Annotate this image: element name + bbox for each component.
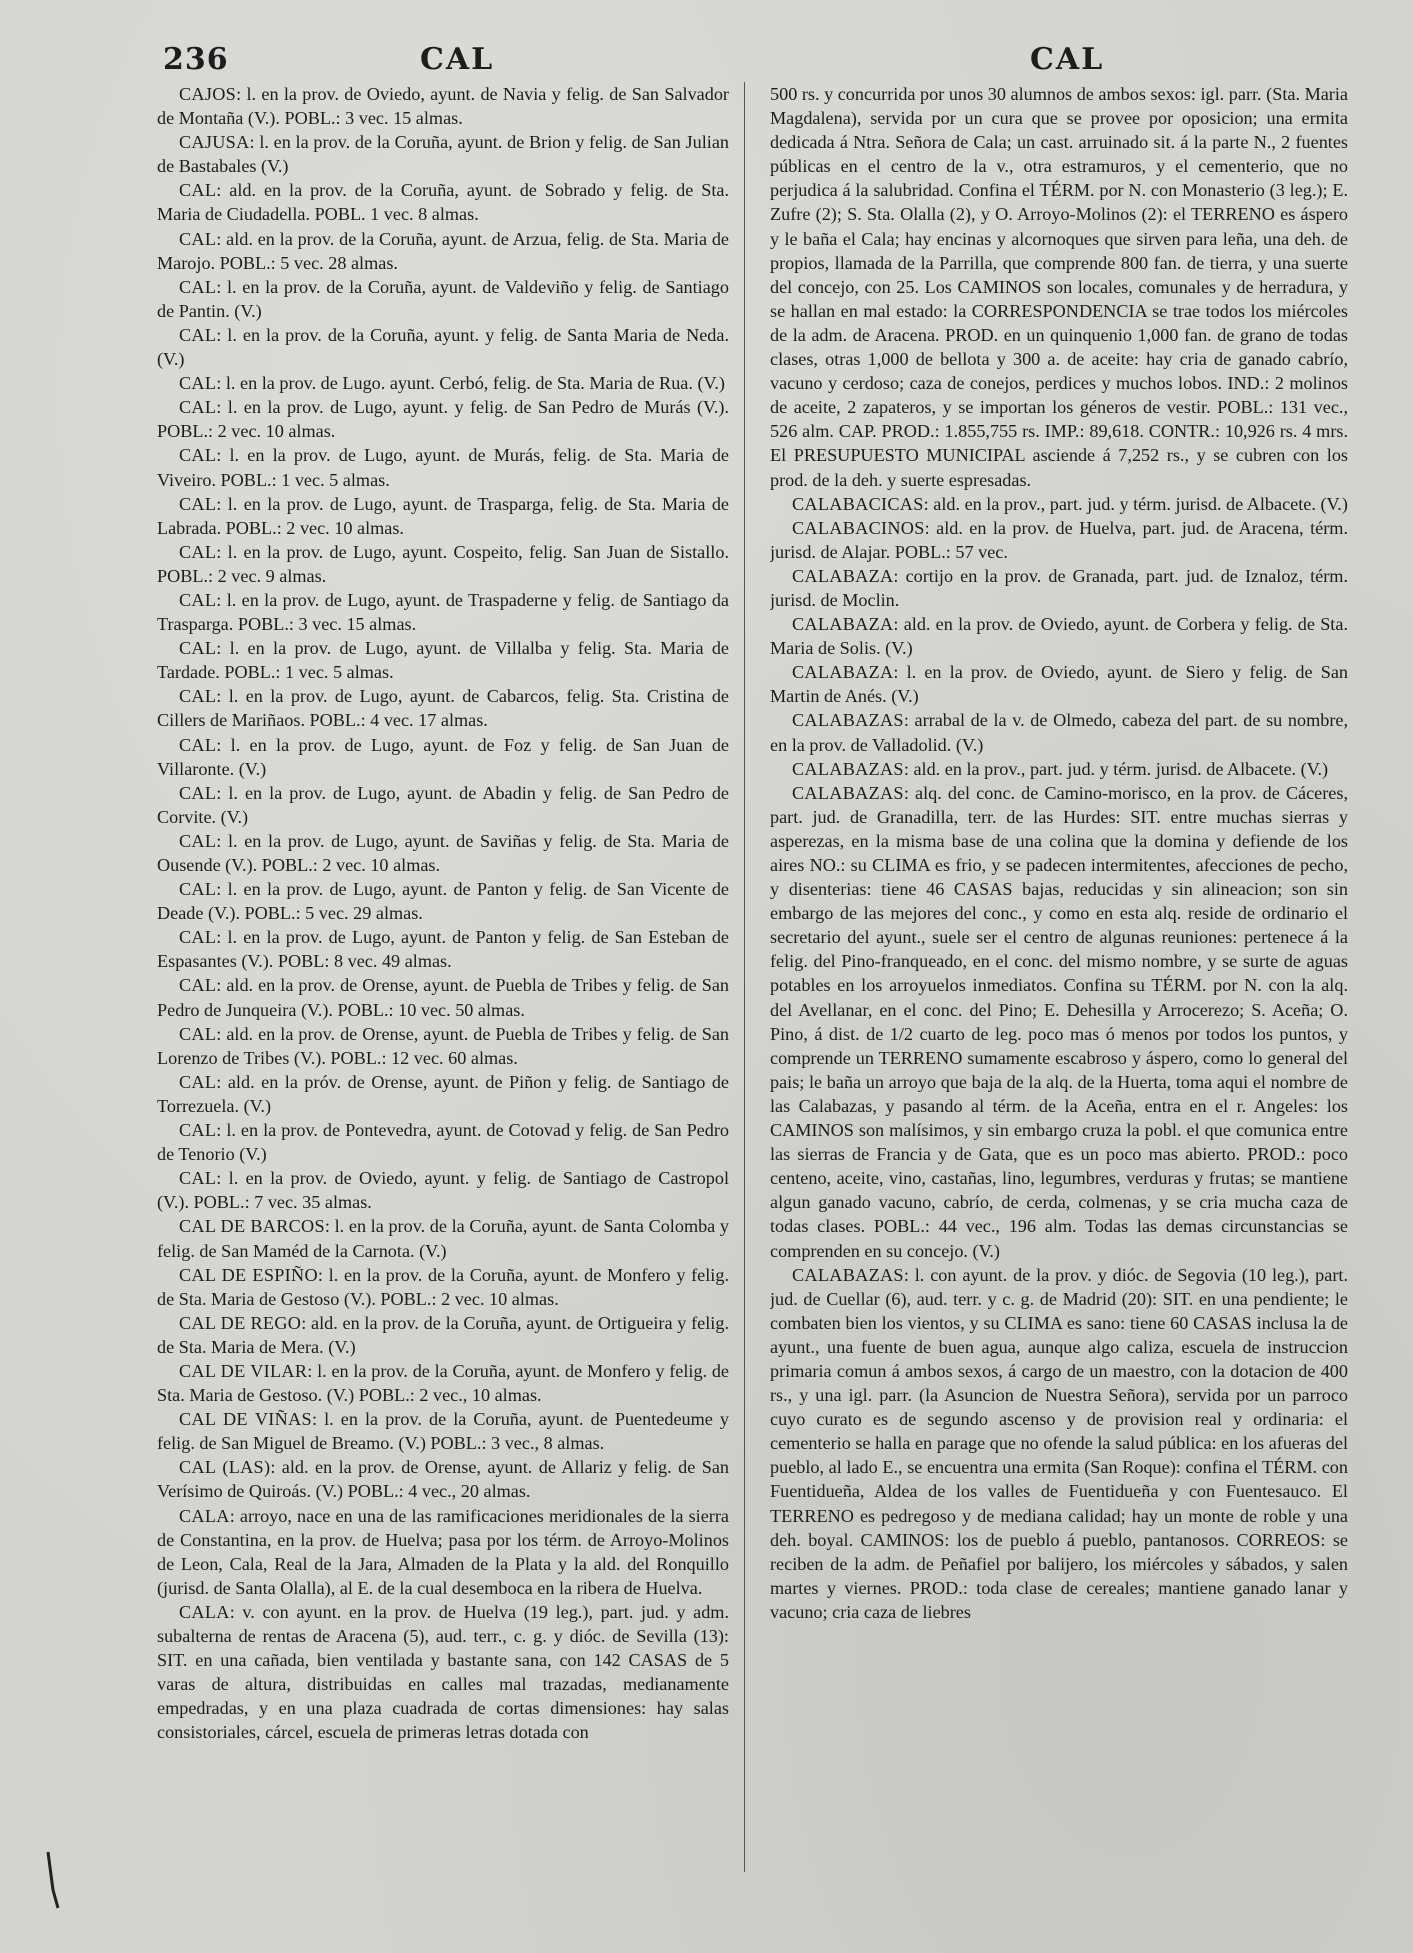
entry-text: : ald. en la prov. de Orense, ayunt. de Puebla de Tribes y felig. de San Lorenzo de Tribes (V.). POBL.: 12 vec. 60 almas. bbox=[157, 1023, 729, 1068]
entry-headword: CAL bbox=[179, 927, 217, 948]
entry-text: : l. en la prov. de Lugo, ayunt. de Villalba y felig. Sta. Maria de Tardade. POBL.: 1 vec. 5 almas. bbox=[157, 638, 729, 683]
dictionary-entry bbox=[770, 564, 1348, 612]
dictionary-entry bbox=[157, 877, 729, 925]
entry-text: : l. en la prov. de Lugo, ayunt. de Panton y felig. de San Esteban de Espasantes (V.). POBL: 8 vec. 49 almas. bbox=[157, 927, 729, 972]
entry-headword: CAL bbox=[179, 445, 217, 466]
entry-text: : l. en la prov. de Oviedo, ayunt. de Navia y felig. de San Salvador de Montaña (V.). POBL.: 3 vec. 15 almas. bbox=[157, 84, 729, 129]
entry-text: : l. en la prov. de la Coruña, ayunt. de Puentedeume y felig. de San Miguel de Breamo. (V.) POBL.: 3 vec., 8 almas. bbox=[157, 1409, 729, 1454]
entry-headword: CAL bbox=[179, 541, 217, 562]
dictionary-entry bbox=[157, 1600, 729, 1745]
entry-text: : ald. en la prov. de Orense, ayunt. de Allariz y felig. de San Verísimo de Quiroás. (V.) POBL.: 4 vec., 20 almas. bbox=[157, 1457, 729, 1502]
entry-headword: CAL bbox=[179, 879, 217, 900]
entry-headword: CAL bbox=[179, 830, 217, 851]
left-column bbox=[157, 82, 729, 1882]
entry-headword: CALABAZA bbox=[792, 565, 894, 586]
entry-text: : l. en la prov. de Lugo, ayunt. de Saviñas y felig. de Sta. Maria de Ousende (V.). POBL.: 2 vec. 10 almas. bbox=[157, 830, 729, 875]
entry-headword: CAL bbox=[179, 1023, 217, 1044]
ink-mark bbox=[45, 1850, 61, 1910]
entry-headword: CAL bbox=[179, 228, 217, 249]
entry-text: : l. en la prov. de Lugo, ayunt. Cospeito, felig. San Juan de Sistallo. POBL.: 2 vec. 9 almas. bbox=[157, 541, 729, 586]
entry-headword: CAL bbox=[179, 782, 217, 803]
dictionary-entry bbox=[157, 178, 729, 226]
entry-text: : l. en la prov. de Lugo, ayunt. de Trasparga, felig. de Sta. Maria de Labrada. POBL.: 2 vec. 10 almas. bbox=[157, 493, 729, 538]
entry-text: : l. en la prov. de Oviedo, ayunt. y felig. de Santiago de Castropol (V.). POBL.: 7 vec. 35 almas. bbox=[157, 1168, 729, 1213]
dictionary-entry bbox=[157, 1022, 729, 1070]
entry-text: : l. en la prov. de Lugo, ayunt. de Cabarcos, felig. Sta. Cristina de Cillers de Mariñaos. POBL.: 4 vec. 17 almas. bbox=[157, 686, 729, 731]
entry-headword: CALABAZAS bbox=[792, 1264, 904, 1285]
dictionary-entry bbox=[770, 781, 1348, 1263]
dictionary-entry bbox=[157, 130, 729, 178]
entry-text: : l. en la prov. de Lugo, ayunt. de Traspaderne y felig. de Santiago da Trasparga. POBL.: 3 vec. 15 almas. bbox=[157, 589, 729, 635]
dictionary-entry bbox=[157, 684, 729, 732]
dictionary-entry bbox=[157, 323, 729, 371]
running-head-right: CAL bbox=[1030, 42, 1105, 77]
entry-text: 500 rs. y concurrida por unos 30 alumnos de ambos sexos: igl. parr. (Sta. Maria Magdalena), servida por un cura que se provee por oposicion; una ermita dedicada á Ntra. Señora de Cala; un cast. arruinado sit. á la parte N., 2 fuentes públicas en el centro de la v., otra estramuros, y el cementerio, que no perjudica á la salubridad. Confina el TÉRM. por N. con Monasterio (3 leg.); E. Zufre (2); S. Sta. Olalla (2), y O. Arroyo-Molinos (2): el TERRENO es áspero y le baña el Cala; hay encinas y alcornoques que sirven para leña, una deh. de propios, llamada de la Parrilla, que comprende 800 fan. de tierra, y una suerte del concejo, con 25. Los CAMINOS son locales, comunales y de herradura, y se hallan en mal estado: la CORRESPONDENCIA se trae todos los miércoles de la adm. de Aracena. PROD. en un quinquenio 1,000 fan. de grano de todas clases, otras 1,000 de bellota y 300 a. de aceite: hay cria de ganado cabrío, vacuno y cerdoso; caza de conejos, perdices y muchos lobos. IND.: 2 molinos de aceite, 2 zapateros, y se importan los géneros de vestir. POBL.: 131 vec., 526 alm. CAP. PROD.: 1.855,755 rs. IMP.: 89,618. CONTR.: 10,926 rs. 4 mrs. El PRESUPUESTO MUNICIPAL asciende á 7,252 rs., y se cubren con los prod. de la deh. y suerte espresadas. bbox=[770, 84, 1348, 490]
dictionary-entry bbox=[157, 82, 729, 130]
entry-text: : l. en la prov. de la Coruña, ayunt. de Brion y felig. de San Julian de Bastabales (V.) bbox=[157, 132, 729, 177]
dictionary-entry bbox=[157, 1504, 729, 1600]
dictionary-entry bbox=[770, 708, 1348, 756]
dictionary-entry bbox=[157, 973, 729, 1021]
entry-headword: CALA bbox=[179, 1505, 230, 1526]
dictionary-entry bbox=[157, 829, 729, 877]
entry-text: : v. con ayunt. en la prov. de Huelva (19 leg.), part. jud. y adm. subalterna de rentas de Aracena (5), aud. terr., c. g. y dióc. de Sevilla (13): SIT. en una cañada, bien ventilada y bastante sana, con 142 CASAS de 5 varas de altura, distribuidas en calles mal trazadas, medianamente empedradas, y en una plaza cuadrada de cortas dimensiones: hay salas consistoriales, cárcel, escuela de primeras letras dotada con bbox=[157, 1601, 729, 1743]
page-header bbox=[0, 42, 1413, 82]
entry-text: : l. en la prov. de la Coruña, ayunt. de Monfero y felig. de Sta. Maria de Gestoso (V.). POBL.: 2 vec. 10 almas. bbox=[157, 1264, 729, 1309]
dictionary-entry bbox=[157, 275, 729, 323]
entry-text: : l. con ayunt. de la prov. y dióc. de Segovia (10 leg.), part. jud. de Cuellar (6), aud. terr. y c. g. de Madrid (20): SIT. en una pendiente; le combaten bien los vientos, y su CLIMA es sano: tiene 60 CASAS inclusa la de ayunt., una fuente de buen agua, aunque algo caliza, escuela de instruccion primaria comun á ambos sexos, á cargo de un maestro, con la dotacion de 400 rs., y una igl. parr. (la Asuncion de Nuestra Señora), servida por un parroco cuyo curato es de segundo ascenso y de provision real y ordinaria: el cementerio se halla en parage que no ofende la salud pública: en los afueras del pueblo, al lado E., se encuentra una ermita (San Roque): confina el TÉRM. con Fuentidueña, Aldea de los valles de Fuentidueña y con Fuentesauco. El TERRENO es pedregoso y de mediana calidad; hay un monte de roble y una deh. boyal. CAMINOS: los de pueblo á pueblo, pantanosos. CORREOS: se reciben de la adm. de Peñafiel por balijero, los miércoles y sábados, y salen martes y viernes. PROD.: toda clase de cereales; mantiene ganado lanar y vacuno; cria caza de liebres bbox=[770, 1264, 1348, 1622]
dictionary-entry bbox=[770, 612, 1348, 660]
entry-text: : ald. en la prov., part. jud. y térm. jurisd. de Albacete. (V.) bbox=[923, 493, 1348, 514]
dictionary-entry bbox=[157, 1407, 729, 1455]
entry-headword: CAL bbox=[179, 1168, 217, 1189]
dictionary-entry bbox=[157, 925, 729, 973]
running-head-left: CAL bbox=[420, 42, 495, 77]
entry-headword: CALA bbox=[179, 1601, 230, 1622]
entry-headword: CAL (LAS) bbox=[179, 1457, 271, 1478]
entry-headword: CAL DE REGO bbox=[179, 1312, 302, 1333]
entry-headword: CALABACICAS bbox=[792, 493, 924, 514]
entry-headword: CAL DE ESPIÑO bbox=[179, 1264, 318, 1285]
dictionary-entry bbox=[157, 781, 729, 829]
entry-text: : l. en la prov. de Lugo. ayunt. Cerbó, felig. de Sta. Maria de Rua. (V.) bbox=[216, 373, 725, 394]
entry-text: : arroyo, nace en una de las ramificaciones meridionales de la sierra de Constantina, en la prov. de Huelva; pasa por los térm. de Arroyo-Molinos de Leon, Cala, Real de la Jara, Almaden de la Plata y la ald. del Ronquillo (jurisd. de Santa Olalla), al E. de la cual desemboca en la ribera de Huelva. bbox=[157, 1505, 729, 1598]
entry-headword: CAL bbox=[179, 276, 217, 297]
entry-text: : l. en la prov. de la Coruña, ayunt. y felig. de Santa Maria de Neda. (V.) bbox=[157, 324, 729, 370]
entry-headword: CAL bbox=[179, 493, 217, 514]
entry-text: : ald. en la prov. de la Coruña, ayunt. de Arzua, felig. de Sta. Maria de Marojo. POBL.: 5 vec. 28 almas. bbox=[157, 228, 729, 273]
dictionary-entry bbox=[157, 1166, 729, 1214]
entry-headword: CALABAZA bbox=[792, 614, 894, 635]
dictionary-entry bbox=[157, 395, 729, 443]
dictionary-entry bbox=[157, 492, 729, 540]
entry-headword: CAL bbox=[179, 1071, 217, 1092]
entry-headword: CALABAZA bbox=[792, 662, 894, 683]
entry-text: : l. en la prov. de la Coruña, ayunt. de Santa Colomba y felig. de San Maméd de la Carnota. (V.) bbox=[157, 1216, 729, 1261]
entry-text: : ald. en la próv. de Orense, ayunt. de Piñon y felig. de Santiago de Torrezuela. (V.) bbox=[157, 1071, 729, 1116]
entry-text: : ald. en la prov. de Huelva, part. jud. de Aracena, térm. jurisd. de Alajar. POBL.: 57 vec. bbox=[770, 517, 1348, 562]
entry-text: : l. en la prov. de la Coruña, ayunt. de Valdeviño y felig. de Santiago de Pantin. (V.) bbox=[157, 276, 729, 321]
entry-text: : l. en la prov. de Pontevedra, ayunt. de Cotovad y felig. de San Pedro de Tenorio (V.) bbox=[157, 1120, 729, 1165]
dictionary-entry bbox=[770, 516, 1348, 564]
entry-headword: CAL bbox=[179, 734, 217, 755]
page-number: 236 bbox=[163, 42, 229, 77]
entry-text: : l. en la prov. de Lugo, ayunt. de Abadin y felig. de San Pedro de Corvite. (V.) bbox=[157, 782, 729, 827]
entry-text: : l. en la prov. de Oviedo, ayunt. de Siero y felig. de San Martin de Anés. (V.) bbox=[770, 662, 1348, 707]
dictionary-entry bbox=[770, 492, 1348, 516]
entry-headword: CALABAZAS bbox=[792, 758, 904, 779]
entry-text: : ald. en la prov. de Oviedo, ayunt. de Corbera y felig. de Sta. Maria de Solis. (V.) bbox=[770, 614, 1348, 659]
dictionary-entry bbox=[157, 1359, 729, 1407]
dictionary-entry bbox=[157, 1311, 729, 1359]
right-column bbox=[770, 82, 1348, 1882]
entry-headword: CALABACINOS bbox=[792, 517, 925, 538]
dictionary-entry bbox=[157, 443, 729, 491]
dictionary-entry bbox=[157, 733, 729, 781]
entry-headword: CAL DE BARCOS bbox=[179, 1216, 325, 1237]
dictionary-entry bbox=[157, 1455, 729, 1503]
dictionary-entry bbox=[157, 1263, 729, 1311]
entry-text: : ald. en la prov., part. jud. y térm. jurisd. de Albacete. (V.) bbox=[903, 758, 1329, 779]
dictionary-entry bbox=[157, 1070, 729, 1118]
entry-headword: CAL bbox=[179, 686, 217, 707]
entry-text: : l. en la prov. de Lugo, ayunt. y felig. de San Pedro de Murás (V.). POBL.: 2 vec. 10 almas. bbox=[157, 397, 729, 442]
entry-headword: CALABAZAS bbox=[792, 782, 904, 803]
dictionary-entry bbox=[157, 540, 729, 588]
entry-headword: CAL bbox=[179, 638, 217, 659]
entry-headword: CAL bbox=[179, 397, 217, 418]
entry-headword: CAL bbox=[179, 373, 217, 394]
entry-text: : cortijo en la prov. de Granada, part. jud. de Iznaloz, térm. jurisd. de Moclin. bbox=[770, 565, 1348, 610]
dictionary-entry bbox=[157, 588, 729, 636]
dictionary-entry bbox=[157, 227, 729, 275]
entry-text: : arrabal de la v. de Olmedo, cabeza del part. de su nombre, en la prov. de Valladolid. (V.) bbox=[770, 710, 1348, 755]
dictionary-entry bbox=[157, 1118, 729, 1166]
entry-text: : l. en la prov. de la Coruña, ayunt. de Monfero y felig. de Sta. Maria de Gestoso. (V.) POBL.: 2 vec., 10 almas. bbox=[157, 1360, 729, 1406]
entry-text: : alq. del conc. de Camino-morisco, en la prov. de Cáceres, part. jud. de Granadilla, terr. de las Hurdes: SIT. entre muchas sierras y asperezas, en la misma base de una colina que la domina y defiende de los aires NO.: su CLIMA es frio, y se padecen intermitentes, afecciones de pecho, y disenterias: tiene 46 CASAS bajas, reducidas y sin alineacion; son sin embargo de las mejores del conc., y como en esta alq. reside de ordinario el secretario del ayunt., suele ser el centro de algunas reuniones: pertenece á la felig. del Pino-franqueado, en el conc. del mismo nombre, y se surte de aguas potables en los arroyuelos inmediatos. Confina su TÉRM. por N. con la alq. del Avellanar, en el conc. del Pino; E. Dehesilla y Arrocerezo; S. Aceña; O. Pino, á dist. de 1/2 cuarto de leg. poco mas ó menos por todos los puntos, y comprende un TERRENO sumamente escabroso y áspero, como lo general del pais; le baña un arroyo que baja de la alq. de la Huerta, toma aqui el nombre de las Calabazas, y pasando al térm. de la Aceña, entra en el r. Angeles: los CAMINOS son malísimos, y sin embargo cruza la pobl. el que comunica entre las sierras de Francia y de Gata, que es un poco mas abierto. PROD.: poco centeno, aceite, vino, castañas, lino, legumbres, verduras y frutas; se mantiene algun ganado vacuno, cabrío, de cerda, colmenas, y se cria mucha caza de todas clases. POBL.: 44 vec., 196 alm. Todas las demas circunstancias se comprenden en su concejo. (V.) bbox=[770, 782, 1348, 1261]
entry-headword: CAL bbox=[179, 975, 217, 996]
entry-text: : l. en la prov. de Lugo, ayunt. de Panton y felig. de San Vicente de Deade (V.). POBL.: 5 vec. 29 almas. bbox=[157, 879, 729, 924]
dictionary-entry bbox=[770, 660, 1348, 708]
entry-text: : ald. en la prov. de la Coruña, ayunt. de Sobrado y felig. de Sta. Maria de Ciudadella. POBL. 1 vec. 8 almas. bbox=[157, 180, 729, 225]
entry-headword: CAL DE VIÑAS bbox=[179, 1409, 312, 1430]
entry-text: : l. en la prov. de Lugo, ayunt. de Murás, felig. de Sta. Maria de Viveiro. POBL.: 1 vec. 5 almas. bbox=[157, 445, 729, 490]
entry-headword: CAL bbox=[179, 589, 217, 610]
entry-headword: CAJOS bbox=[179, 84, 237, 104]
entry-headword: CAL bbox=[179, 324, 217, 345]
entry-headword: CAL DE VILAR bbox=[179, 1360, 308, 1381]
entry-text: : ald. en la prov. de Orense, ayunt. de Puebla de Tribes y felig. de San Pedro de Junqueira (V.). POBL.: 10 vec. 50 almas. bbox=[157, 975, 729, 1020]
entry-headword: CAL bbox=[179, 180, 217, 201]
dictionary-entry bbox=[770, 82, 1348, 492]
dictionary-entry bbox=[770, 757, 1348, 781]
dictionary-entry bbox=[157, 371, 729, 395]
dictionary-entry bbox=[770, 1263, 1348, 1624]
dictionary-entry bbox=[157, 1214, 729, 1262]
entry-text: : ald. en la prov. de la Coruña, ayunt. de Ortigueira y felig. de Sta. Maria de Mera. (V.) bbox=[157, 1312, 729, 1357]
dictionary-entry bbox=[157, 636, 729, 684]
entry-headword: CAJUSA bbox=[179, 132, 250, 153]
column-divider bbox=[744, 82, 745, 1872]
entry-headword: CALABAZAS bbox=[792, 710, 904, 731]
entry-text: : l. en la prov. de Lugo, ayunt. de Foz y felig. de San Juan de Villaronte. (V.) bbox=[157, 734, 729, 779]
entry-headword: CAL bbox=[179, 1120, 217, 1141]
